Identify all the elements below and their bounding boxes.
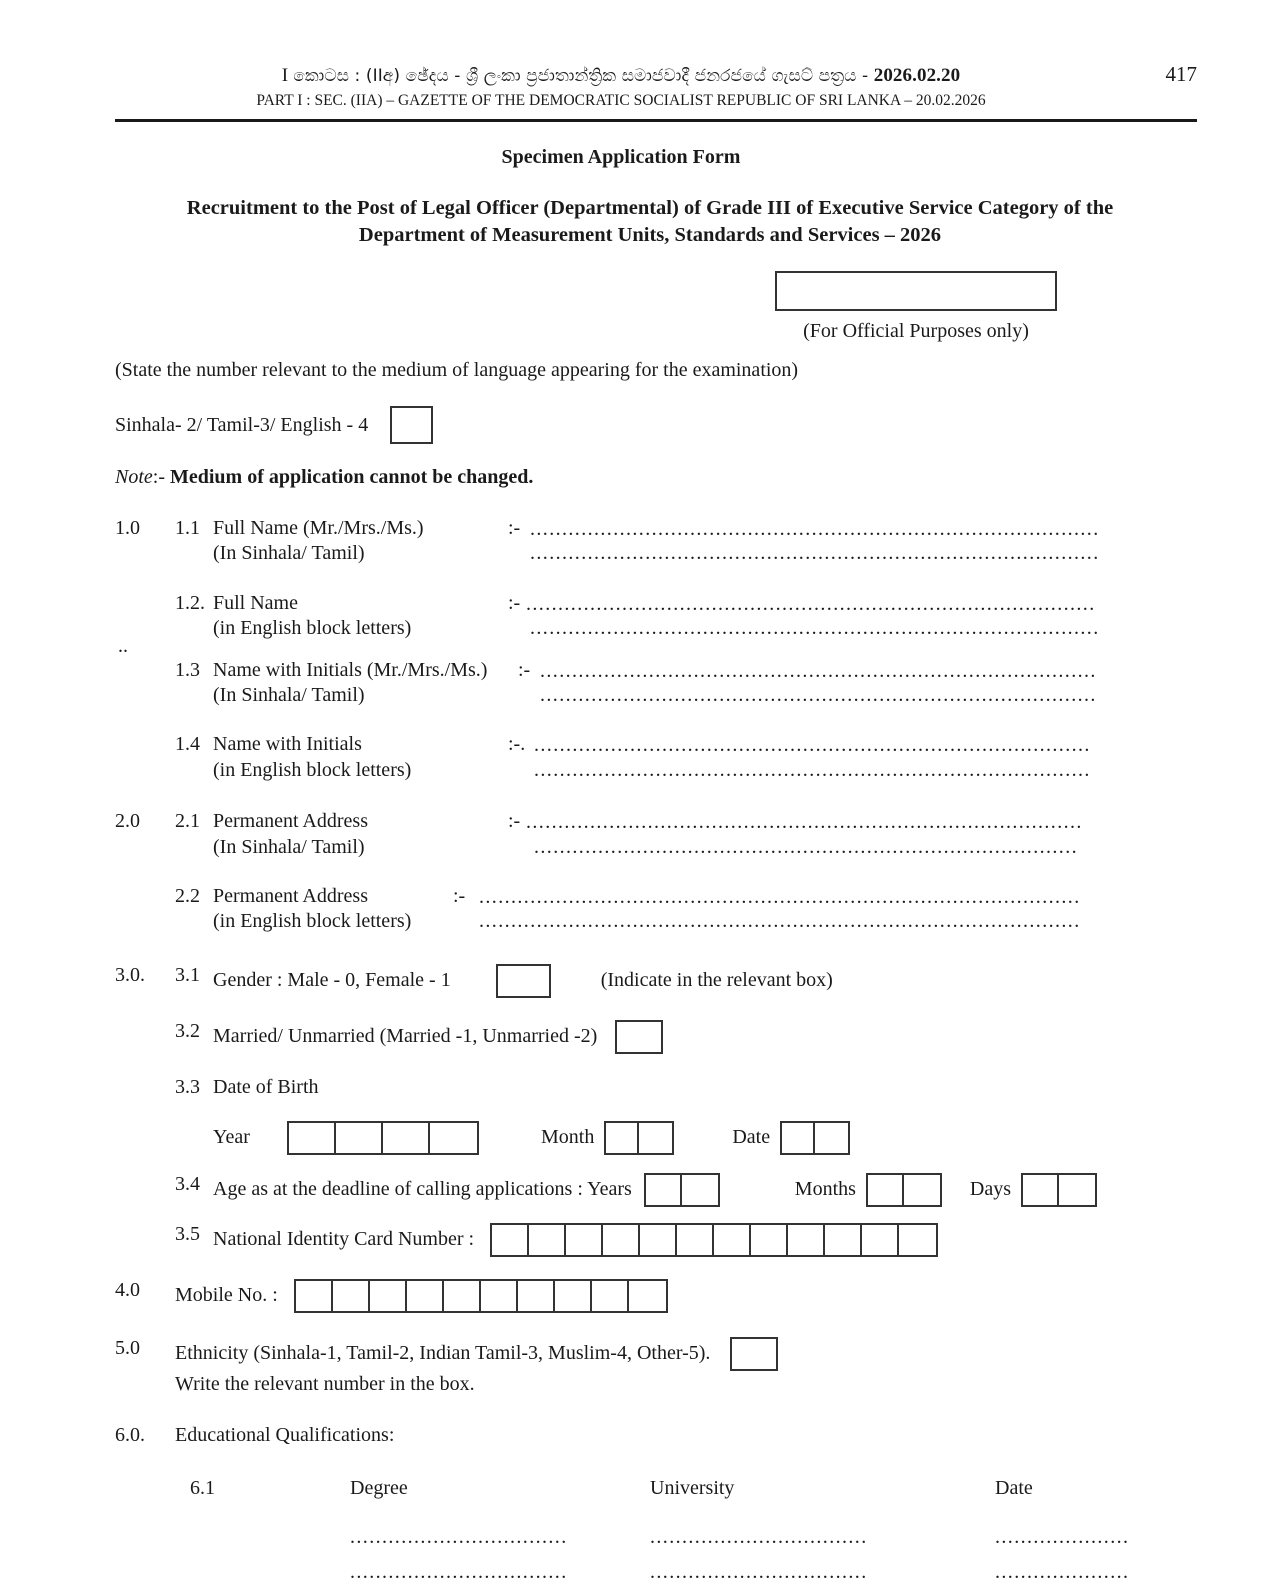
item-colon-2.1: :- [508,810,521,833]
item-number-1.2: 1.2. [175,591,205,614]
header-sinhala-body: කොටස : (IIඅ) ඡේදය - ශ්‍රී ලංකා ප්‍රජාතාන්ත්‍රික සමාජවාදී ජනරජයේ ගැසට් පත්‍රය - [293,66,874,86]
item-number-1.1: 1.1 [175,517,200,540]
item-label-2.2: Permanent Address [213,885,368,907]
language-options-label: Sinhala- 2/ Tamil-3/ English - 4 [115,413,369,436]
medium-note-separator: :- [152,466,170,489]
page-number: 417 [1165,62,1197,86]
item-number-2.1: 2.1 [175,810,200,833]
official-purposes-section [115,271,1197,343]
header-rule [115,119,1197,122]
language-selection-row [115,406,1197,444]
section-2-item-2.2 [115,885,1197,934]
item-sublabel-1.3: (In Sinhala/ Tamil) [213,684,365,707]
gender-label: Gender : Male - 0, Female - 1 [213,969,451,992]
item-label-1.2: Full Name [213,591,298,614]
language-medium-box[interactable] [390,406,433,444]
ethnicity-line1: Ethnicity (Sinhala-1, Tamil-2, Indian Tamil-3, Muslim-4, Other-5). [175,1342,711,1365]
dob-date-cells[interactable] [780,1121,850,1155]
item-number-3.5: 3.5 [175,1222,200,1245]
age-label: Age as at the deadline of calling applications : Years [213,1178,632,1201]
section-1-number: 1.0 [115,517,140,540]
age-days-cells[interactable] [1021,1173,1097,1207]
item-number-3.3: 3.3 [175,1075,200,1098]
section-3-dob [115,1076,1197,1155]
gender-box[interactable] [496,964,551,998]
item-number-6.1: 6.1 [190,1476,215,1499]
post-title-line2: Department of Measurement Units, Standards and Services – 2026 [358,224,942,247]
gender-hint: (Indicate in the relevant box) [600,969,833,992]
item-sublabel-1.2: (in English block letters) [213,617,412,640]
education-degree-line-1[interactable]: .................................. [350,1525,568,1548]
dob-fields [213,1121,1197,1155]
item-sublabel-1.4: (in English block letters) [213,758,412,781]
education-row [115,1559,1197,1586]
marital-label: Married/ Unmarried (Married -1, Unmarried -2) [213,1025,598,1048]
ethnicity-line2: Write the relevant number in the box. [175,1372,475,1395]
item-sublabel-2.2: (in English block letters) [213,910,412,933]
education-university-line-1[interactable]: .................................. [650,1525,868,1548]
document-body [0,146,1275,1586]
stray-mark: .. [118,634,128,657]
education-row [115,1524,1197,1551]
official-purposes-box[interactable] [775,271,1057,311]
nic-cells[interactable] [490,1223,938,1257]
education-university-line-2[interactable]: .................................. [650,1560,868,1583]
item-number-1.4: 1.4 [175,733,200,756]
education-table-header [115,1477,1197,1500]
nic-label: National Identity Card Number : [213,1228,475,1251]
section-3-marital [115,1020,1197,1054]
answer-line-1.3a[interactable]: ....................................................................................... [540,659,1097,682]
section-3-nic [115,1223,1197,1257]
section-2-item-2.1 [115,810,1197,859]
item-colon-1.4: :-. [508,733,526,756]
dob-month-cells[interactable] [604,1121,674,1155]
item-sublabel-1.1: (In Sinhala/ Tamil) [213,542,365,565]
mobile-cells[interactable] [294,1279,668,1313]
education-date-line-1[interactable]: ..................... [995,1525,1130,1548]
medium-note-text: Medium of application cannot be changed. [170,466,534,489]
answer-line-1.1b[interactable]: ......................................................................................... [530,542,1100,565]
education-col-degree: Degree [350,1476,408,1499]
education-date-line-2[interactable]: ..................... [995,1560,1130,1583]
section-3-age [115,1173,1197,1207]
answer-line-1.2b[interactable]: ......................................................................................... [530,617,1100,640]
section-4-number: 4.0 [115,1278,140,1301]
header-line-sinhala [115,62,1197,87]
age-months-label: Months [794,1178,856,1201]
item-label-1.4: Name with Initials [213,733,362,756]
answer-line-1.2a[interactable]: ......................................................................................... [526,592,1096,615]
section-1-item-1.2 [115,592,1197,641]
item-number-1.3: 1.3 [175,658,200,681]
answer-line-1.4a[interactable]: ....................................................................................... [534,734,1091,757]
section-2-number: 2.0 [115,810,140,833]
post-title [115,195,1197,249]
section-6-number: 6.0. [115,1423,145,1446]
item-number-2.2: 2.2 [175,885,200,907]
header-part-roman: I [281,65,289,86]
header-sinhala-text [115,64,1127,87]
item-colon-1.2: :- [508,591,521,614]
section-1-item-1.3 [115,659,1197,708]
item-colon-1.1: :- [508,517,521,540]
item-colon-2.2: :- [453,885,466,907]
header-date-sinhala: 2026.02.20 [873,65,961,86]
answer-line-2.1b[interactable]: ..................................................................................... [534,835,1078,858]
gazette-header [0,0,1275,110]
official-purposes-caption: (For Official Purposes only) [803,320,1029,343]
medium-note [115,466,1197,489]
dob-year-cells[interactable] [287,1121,479,1155]
dob-year-label: Year [213,1126,250,1149]
item-label-2.1: Permanent Address [213,810,368,833]
marital-box[interactable] [615,1020,663,1054]
mobile-label: Mobile No. : [175,1284,278,1307]
age-days-label: Days [969,1178,1012,1201]
item-sublabel-2.1: (In Sinhala/ Tamil) [213,835,365,858]
section-1-item-1.1 [115,517,1197,566]
answer-line-1.1a[interactable]: ......................................................................................... [530,518,1100,541]
dob-label: Date of Birth [213,1075,319,1098]
medium-note-prefix: Note [115,466,153,489]
education-col-date: Date [995,1476,1033,1499]
specimen-title: Specimen Application Form [501,146,741,168]
section-5-ethnicity [115,1337,1197,1396]
item-number-3.4: 3.4 [175,1172,200,1195]
item-label-1.1: Full Name (Mr./Mrs./Ms.) [213,517,424,540]
post-title-line1: Recruitment to the Post of Legal Officer (Departmental) of Grade III of Executive Service Category of the [186,197,1114,219]
answer-line-2.2a[interactable]: .............................................................................................. [479,886,1081,908]
answer-line-2.1a[interactable]: ....................................................................................... [526,811,1083,834]
section-6-education [115,1424,1197,1586]
item-colon-1.3: :- [518,658,531,681]
dob-date-label: Date [732,1126,771,1149]
item-label-1.3: Name with Initials (Mr./Mrs./Ms.) [213,658,488,681]
answer-line-1.4b[interactable]: ....................................................................................... [534,758,1091,781]
education-label: Educational Qualifications: [175,1423,395,1446]
item-number-3.2: 3.2 [175,1019,200,1042]
section-1-item-1.4 [115,733,1197,782]
section-3-gender [115,964,1197,998]
section-4-mobile [115,1279,1197,1313]
education-col-university: University [650,1476,735,1499]
education-degree-line-2[interactable]: .................................. [350,1560,568,1583]
item-number-3.1: 3.1 [175,963,200,986]
ethnicity-box[interactable] [730,1337,778,1371]
section-5-number: 5.0 [115,1336,140,1359]
header-line-english: PART I : SEC. (IIA) – GAZETTE OF THE DEMOCRATIC SOCIALIST REPUBLIC OF SRI LANKA – 20.02.2026 [256,92,986,109]
section-3-number: 3.0. [115,963,145,986]
age-years-cells[interactable] [644,1173,720,1207]
age-months-cells[interactable] [866,1173,942,1207]
language-instruction: (State the number relevant to the medium of language appearing for the examination) [115,359,799,382]
answer-line-2.2b[interactable]: .............................................................................................. [479,910,1081,933]
answer-line-1.3b[interactable]: ....................................................................................... [540,684,1097,707]
dob-month-label: Month [541,1126,595,1149]
